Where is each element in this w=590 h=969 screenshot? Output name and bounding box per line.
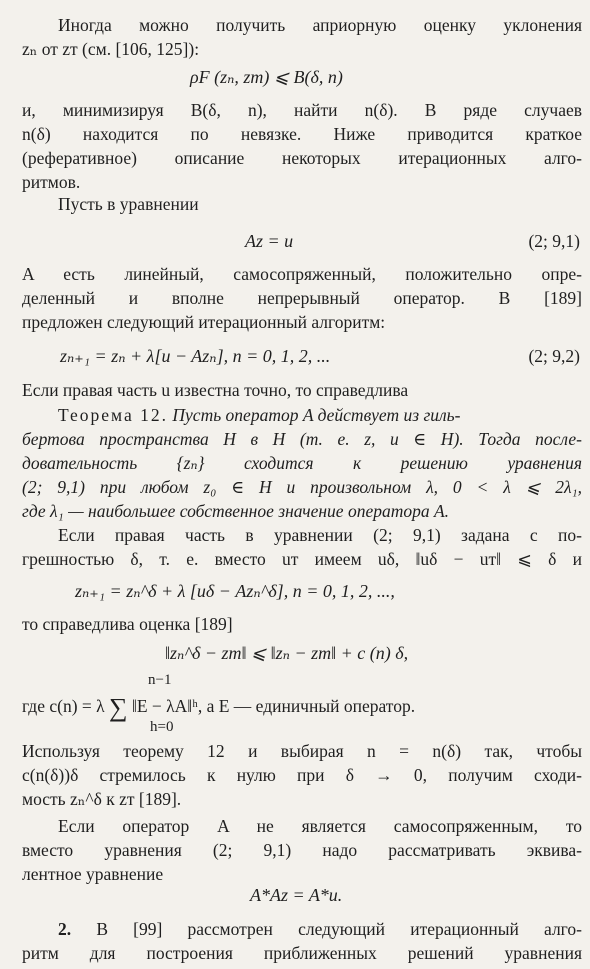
sum-lower-limit: h=0 [150, 719, 174, 735]
text-line: A есть линейный, самосопряженный, положительно опре- [22, 264, 582, 284]
cn-definition: где c(n) = λ [22, 696, 105, 716]
equation-error-estimate: ‖zₙ^δ − zт‖ ⩽ ‖zₙ − zт‖ + c (n) δ, [165, 643, 409, 663]
text-line: лентное уравнение [22, 864, 164, 884]
text-line: бертова пространства H в H (т. е. z, u ∈ H). Тогда после- [22, 429, 582, 449]
paragraph-text: В [99] рассмотрен следующий итерационный алго- [96, 919, 583, 939]
equation-number: (2; 9,2) [528, 346, 580, 366]
theorem-label: Теорема 12. [58, 405, 169, 425]
text-line: Используя теорему 12 и выбирая n = n(δ) так, чтобы [22, 741, 582, 761]
text-line: вместо уравнения (2; 9,1) надо рассматривать эквива- [22, 840, 582, 860]
text-line: то справедлива оценка [189] [22, 614, 233, 634]
text-line: ритмов. [22, 172, 81, 192]
text-line: Иногда можно получить априорную оценку уклонения [58, 15, 582, 35]
equation-2-9-1: Az = u [245, 231, 294, 251]
text-line: где λ₁ — наибольшее собственное значение оператора A. [22, 501, 450, 521]
text-line: Если оператор A не является самосопряженным, то [58, 816, 582, 836]
text-line: Если правая часть в уравнении (2; 9,1) задана с по- [58, 525, 582, 545]
text-line: ритм для построения приближенных решений уравнения [22, 943, 582, 963]
sum-symbol: ∑ [109, 693, 128, 722]
cn-definition-rest: ‖E − λA‖ʰ, а E — единичный оператор. [131, 696, 416, 716]
sum-upper-limit: n−1 [148, 672, 172, 688]
text-line: довательность {zₙ} сходится к решению уравнения [22, 453, 582, 473]
text-line: деленный и вполне непрерывный оператор. В [189] [22, 288, 582, 308]
text-line: (2; 9,1) при любом z₀ ∈ H и произвольном λ, 0 < λ ⩽ 2λ₁, [22, 477, 582, 497]
text-line: Пусть в уравнении [58, 194, 199, 214]
text-line: n(δ) находится по невязке. Ниже приводится краткое [22, 124, 582, 144]
equation-number: (2; 9,1) [528, 231, 580, 251]
text-line: и, минимизируя B(δ, n), найти n(δ). В ряде случаев [22, 100, 582, 120]
theorem-text: Пусть оператор A действует из гиль- [172, 405, 461, 425]
text-line: (реферативное) описание некоторых итерационных алго- [22, 148, 582, 168]
equation-2-9-2: zₙ₊₁ = zₙ + λ[u − Azₙ], n = 0, 1, 2, ... [60, 346, 331, 366]
text-line: Если правая часть u известна точно, то справедлива [22, 380, 409, 400]
theorem-line [58, 404, 582, 426]
paragraph-number: 2. [58, 919, 72, 939]
equation-rho-estimate: ρF (zₙ, zт) ⩽ B(δ, n) [190, 67, 343, 87]
equation-normal: A*Az = A*u. [250, 885, 343, 905]
text-line [58, 918, 582, 940]
text-line: c(n(δ))δ стремилось к нулю при δ → 0, получим сходи- [22, 765, 582, 785]
text-line: zₙ от zт (см. [106, 125]): [22, 39, 200, 59]
text-line: мость zₙ^δ к zт [189]. [22, 789, 182, 809]
text-line: грешностью δ, т. е. вместо uт имеем uδ, ‖uδ − uт‖ ⩽ δ и [22, 549, 582, 569]
text-line: предложен следующий итерационный алгоритм: [22, 312, 386, 332]
text-line [22, 693, 582, 722]
equation-perturbed-iteration: zₙ₊₁ = zₙ^δ + λ [uδ − Azₙ^δ], n = 0, 1, 2, ..., [75, 581, 395, 601]
